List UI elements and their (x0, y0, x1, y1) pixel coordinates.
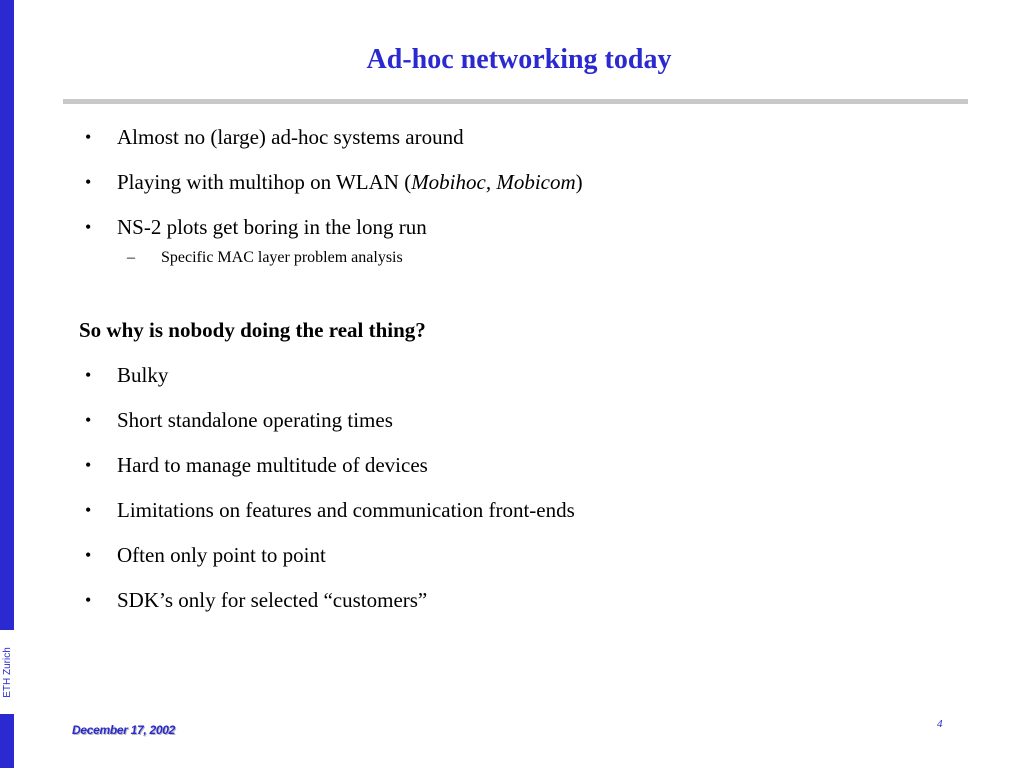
dash-glyph: – (127, 249, 135, 266)
bullet-glyph: • (85, 172, 92, 192)
bullet-text-italic: Mobihoc, Mobicom (411, 170, 576, 194)
bullet-text-start: Playing with multihop on WLAN ( (117, 170, 412, 194)
bullet-item (79, 169, 979, 195)
bullet-glyph: • (85, 500, 92, 520)
bullet-item (79, 407, 979, 433)
slide-title: Ad-hoc networking today (366, 44, 672, 75)
bullet-item (79, 542, 979, 568)
bullet-item (79, 124, 979, 150)
bullet-text: Short standalone operating times (117, 408, 393, 432)
side-label-wrap (0, 630, 14, 714)
bullet-text: SDK’s only for selected “customers” (117, 588, 428, 612)
footer-date: December 17, 2002 (72, 723, 175, 737)
bullet-item (79, 362, 979, 388)
page-number: 4 (937, 718, 943, 730)
sub-bullet-item (79, 245, 979, 269)
bullet-text: Bulky (117, 363, 169, 387)
bullet-text: Hard to manage multitude of devices (117, 453, 428, 477)
bullet-text: Almost no (large) ad-hoc systems around (117, 125, 464, 149)
sub-bullet-text: Specific MAC layer problem analysis (161, 249, 403, 266)
bullet-item (79, 214, 979, 240)
bullet-text: NS-2 plots get boring in the long run (117, 215, 427, 239)
bullet-item (79, 587, 979, 613)
bullet-glyph: • (85, 455, 92, 475)
bullet-glyph: • (85, 217, 92, 237)
bullet-item (79, 497, 979, 523)
bullet-glyph: • (85, 410, 92, 430)
bullet-glyph: • (85, 590, 92, 610)
bullet-text-end: ) (575, 170, 583, 194)
bullet-item (79, 452, 979, 478)
bullet-text: Limitations on features and communication front-ends (117, 498, 575, 522)
side-label: ETH Zurich (1, 646, 13, 698)
bullet-glyph: • (85, 365, 92, 385)
title-divider (63, 99, 968, 104)
bullet-glyph: • (85, 545, 92, 565)
section-heading: So why is nobody doing the real thing? (79, 318, 426, 342)
bullet-glyph: • (85, 127, 92, 147)
bullet-text: Often only point to point (117, 543, 326, 567)
slide-body (79, 124, 979, 632)
